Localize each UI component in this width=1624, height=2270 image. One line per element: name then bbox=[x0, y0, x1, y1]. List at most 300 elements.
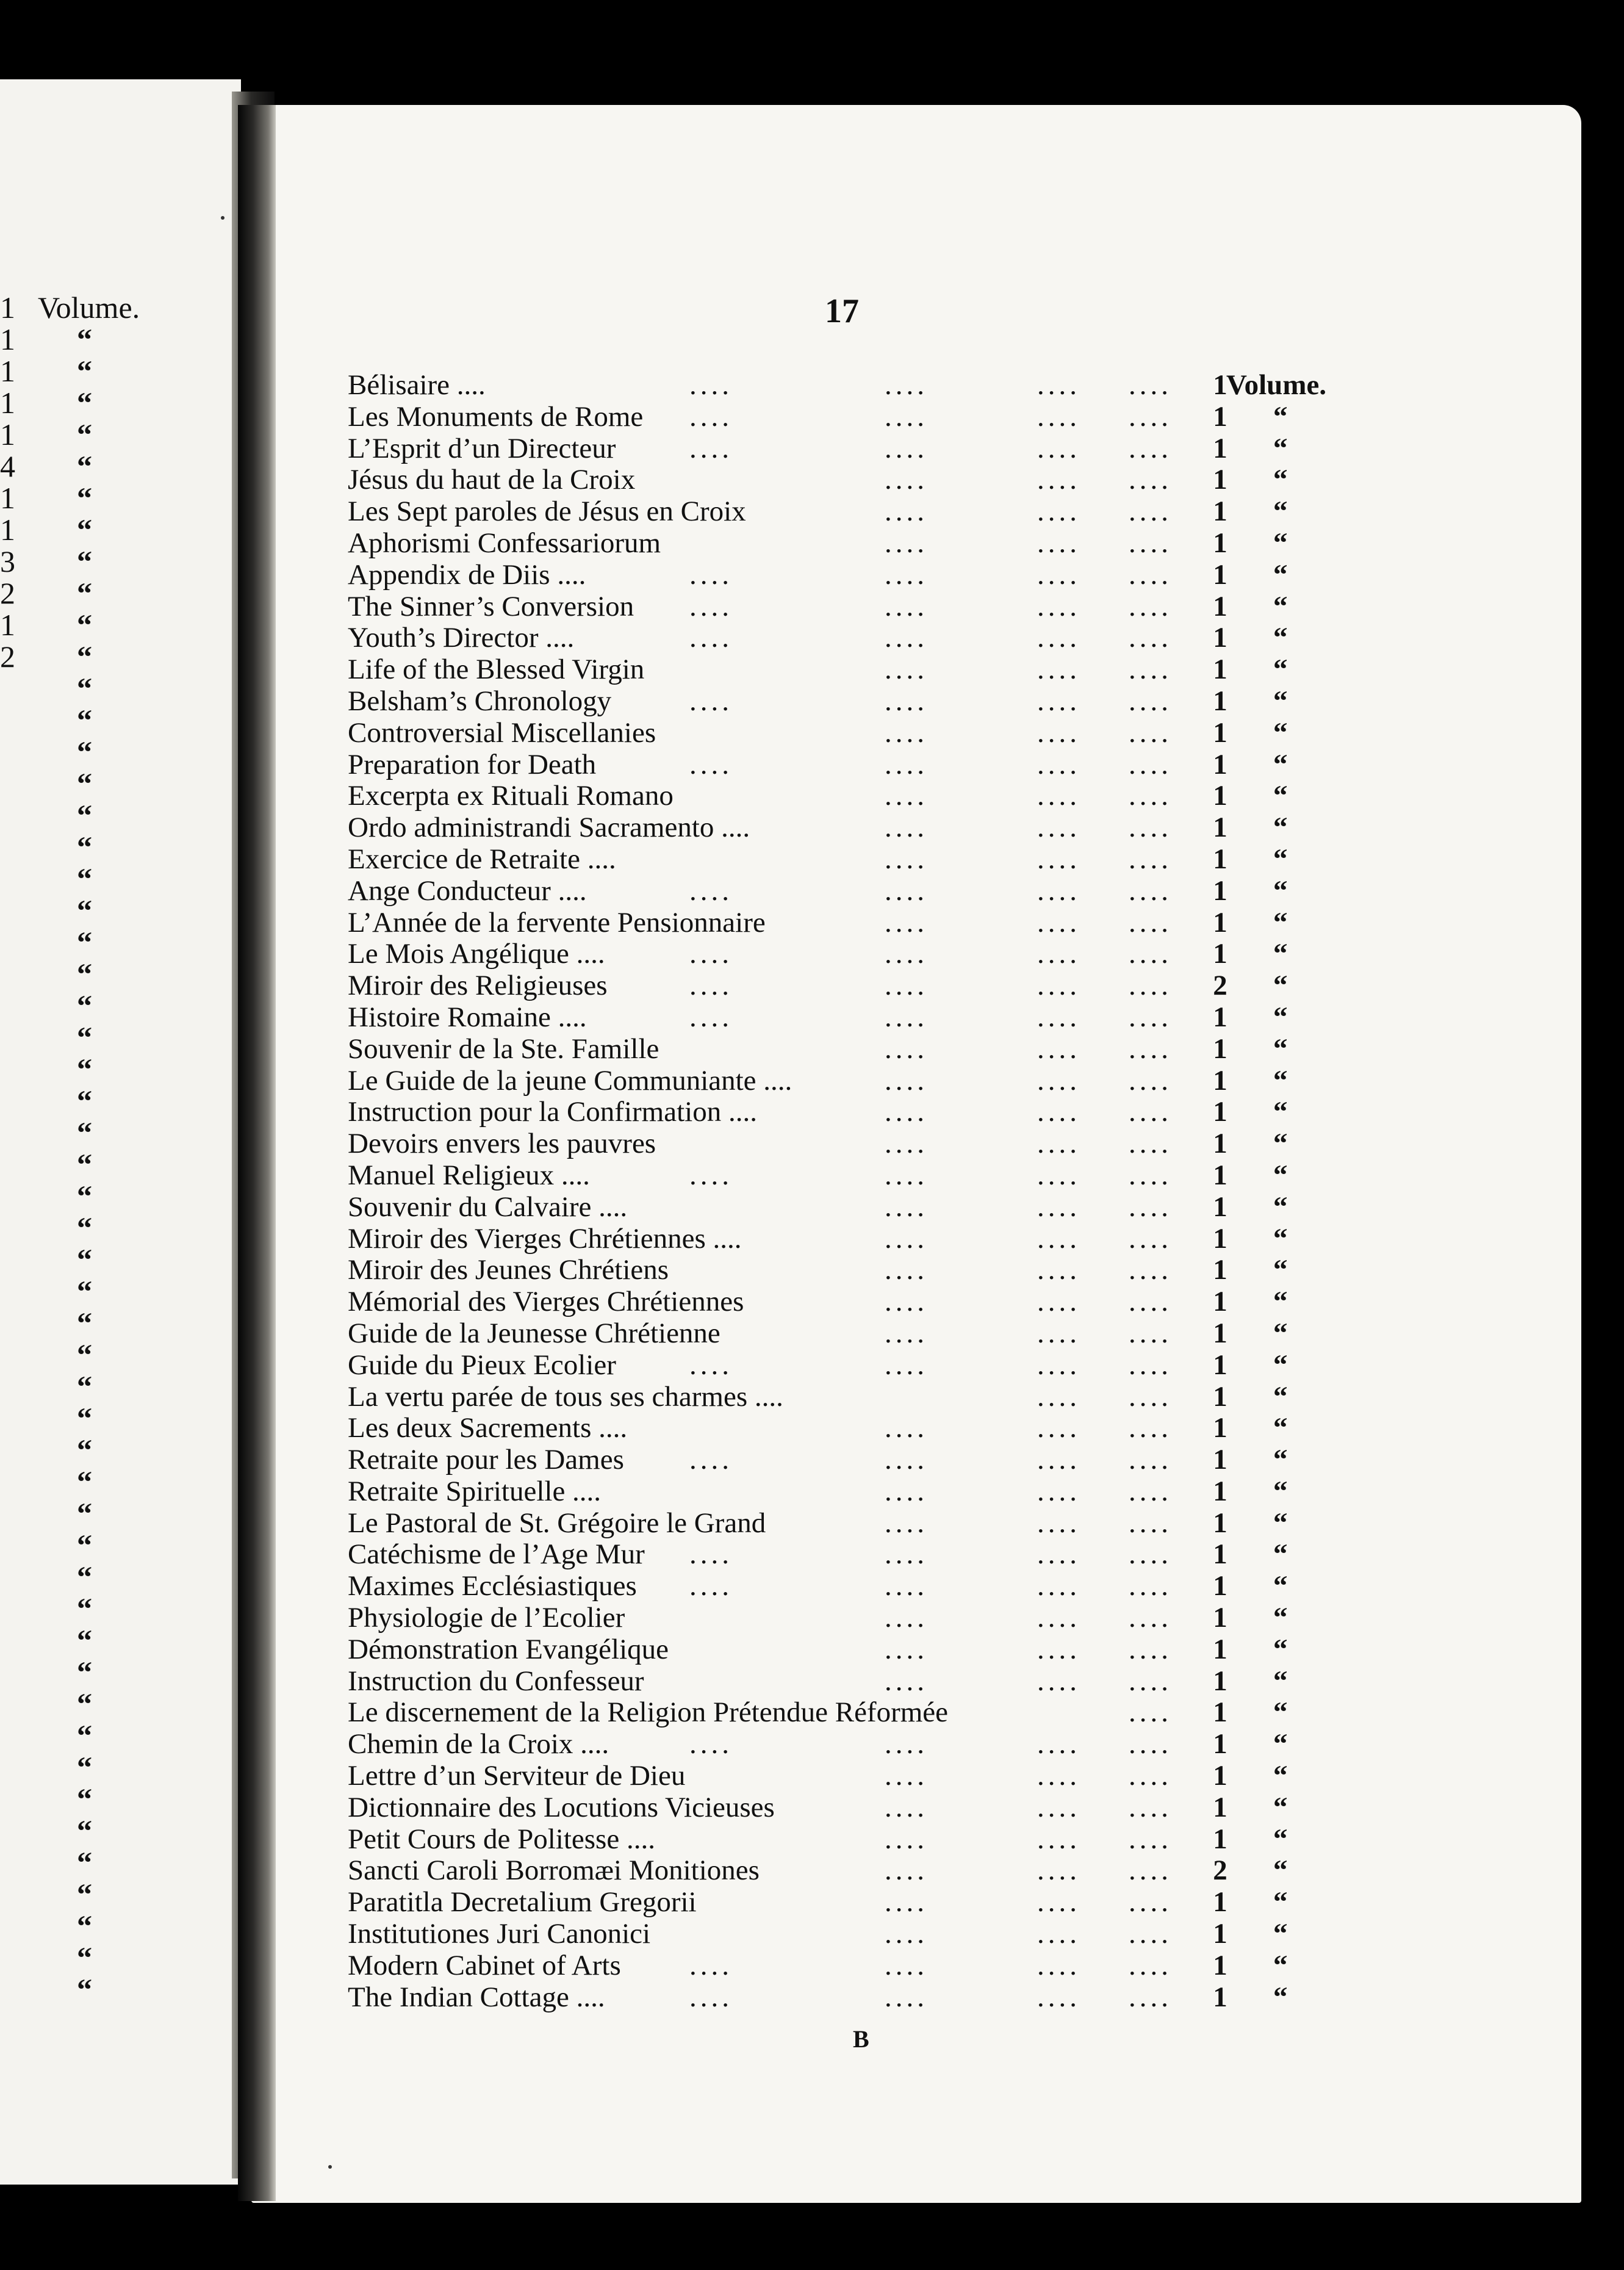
leader-dots: .... bbox=[885, 843, 928, 875]
leader-dots: .... bbox=[885, 938, 928, 970]
leader-dots: .... bbox=[1037, 1128, 1080, 1160]
previous-page-ditto-mark: “ bbox=[77, 1655, 92, 1689]
previous-page-entry bbox=[0, 863, 232, 895]
leader-dots: .... bbox=[1037, 1096, 1080, 1128]
volume-count: 1 bbox=[1213, 812, 1227, 844]
book-entry bbox=[348, 1538, 1354, 1570]
ditto-mark: “ bbox=[1273, 400, 1288, 433]
book-title: Ange Conducteur .... bbox=[348, 874, 587, 907]
previous-page-ditto-mark: “ bbox=[77, 1560, 92, 1594]
book-title: Bélisaire .... bbox=[348, 369, 486, 401]
leader-dots: .... bbox=[885, 1538, 928, 1571]
book-entry bbox=[348, 591, 1354, 622]
leader-dots: .... bbox=[1129, 1918, 1172, 1950]
leader-dots: .... bbox=[885, 432, 928, 464]
leader-dots: .... bbox=[1037, 1286, 1080, 1318]
book-title: Physiologie de l’Ecolier bbox=[348, 1602, 625, 1634]
leader-dots: .... bbox=[1129, 970, 1172, 1002]
signature-mark: B bbox=[853, 2025, 869, 2053]
book-entry bbox=[348, 1854, 1354, 1886]
book-title: The Sinner’s Conversion bbox=[348, 590, 634, 622]
volume-count: 1 bbox=[1213, 1001, 1227, 1033]
leader-dots: .... bbox=[1037, 1665, 1080, 1697]
previous-page-entry bbox=[0, 958, 232, 990]
leader-dots: .... bbox=[689, 622, 733, 654]
book-title: Miroir des Jeunes Chrétiens bbox=[348, 1254, 669, 1286]
volume-count: 1 bbox=[1213, 1981, 1227, 2013]
book-title: Le Guide de la jeune Communiante .... bbox=[348, 1064, 792, 1097]
leader-dots: .... bbox=[885, 1633, 928, 1665]
leader-dots: .... bbox=[1037, 843, 1080, 875]
previous-page-ditto-mark: “ bbox=[77, 1845, 92, 1879]
previous-page-entry bbox=[0, 1244, 232, 1275]
leader-dots: .... bbox=[885, 622, 928, 654]
leader-dots: .... bbox=[1129, 1032, 1172, 1065]
book-title: Ordo administrandi Sacramento .... bbox=[348, 812, 750, 844]
previous-page-entry bbox=[0, 1910, 232, 1942]
leader-dots: .... bbox=[885, 654, 928, 686]
book-entry bbox=[348, 780, 1354, 812]
book-entry bbox=[348, 1412, 1354, 1444]
paper-speck bbox=[328, 2165, 332, 2169]
leader-dots: .... bbox=[689, 558, 733, 591]
leader-dots: .... bbox=[1129, 1949, 1172, 1981]
previous-page-ditto-mark: “ bbox=[77, 1909, 92, 1943]
previous-page-entry bbox=[0, 323, 232, 355]
ditto-mark: “ bbox=[1273, 1665, 1288, 1697]
previous-page-entry bbox=[0, 1783, 232, 1815]
volume-count: 1 bbox=[1213, 527, 1227, 559]
previous-page-ditto-mark: “ bbox=[77, 1528, 92, 1562]
leader-dots: .... bbox=[1129, 1981, 1172, 2013]
leader-dots: .... bbox=[885, 1317, 928, 1349]
previous-page-entry bbox=[0, 736, 232, 768]
previous-page-ditto-mark: “ bbox=[77, 1211, 92, 1245]
leader-dots: .... bbox=[1037, 906, 1080, 939]
leader-dots: .... bbox=[1129, 1665, 1172, 1697]
volume-count: 1 bbox=[1213, 1096, 1227, 1128]
leader-dots: .... bbox=[1037, 1602, 1080, 1634]
leader-dots: .... bbox=[1037, 654, 1080, 686]
previous-page-entry bbox=[0, 1117, 232, 1148]
book-title: Aphorismi Confessariorum bbox=[348, 527, 661, 559]
leader-dots: .... bbox=[1037, 1001, 1080, 1033]
previous-page-volume-count: 3 bbox=[0, 544, 15, 578]
leader-dots: .... bbox=[1037, 1949, 1080, 1981]
volume-count: 1 bbox=[1213, 1760, 1227, 1792]
leader-dots: .... bbox=[885, 1602, 928, 1634]
book-entry bbox=[348, 1918, 1354, 1950]
previous-page-ditto-mark: “ bbox=[77, 1496, 92, 1530]
book-title: Youth’s Director .... bbox=[348, 622, 575, 654]
previous-page-ditto-mark: “ bbox=[77, 766, 92, 801]
previous-page-entry bbox=[0, 1339, 232, 1371]
leader-dots: .... bbox=[885, 1191, 928, 1223]
ditto-mark: “ bbox=[1273, 1286, 1288, 1318]
previous-page-entry bbox=[0, 704, 232, 736]
book-title: Souvenir du Calvaire .... bbox=[348, 1191, 628, 1223]
book-entry bbox=[348, 433, 1354, 464]
book-entry bbox=[348, 812, 1354, 843]
previous-page-volume-count: 1 bbox=[0, 386, 15, 420]
previous-page-entry bbox=[0, 1180, 232, 1212]
leader-dots: .... bbox=[1037, 970, 1080, 1002]
ditto-mark: “ bbox=[1273, 685, 1288, 717]
previous-page-entry bbox=[0, 672, 232, 704]
previous-page-ditto-mark: “ bbox=[77, 1306, 92, 1340]
book-entry bbox=[348, 401, 1354, 433]
leader-dots: .... bbox=[1129, 622, 1172, 654]
leader-dots: .... bbox=[885, 369, 928, 401]
ditto-mark: “ bbox=[1273, 1633, 1288, 1665]
leader-dots: .... bbox=[1037, 1507, 1080, 1539]
previous-page-entry bbox=[0, 577, 232, 609]
leader-dots: .... bbox=[885, 748, 928, 780]
ditto-mark: “ bbox=[1273, 1538, 1288, 1571]
leader-dots: .... bbox=[885, 1665, 928, 1697]
leader-dots: .... bbox=[1037, 1633, 1080, 1665]
book-title: Lettre d’un Serviteur de Dieu bbox=[348, 1760, 686, 1792]
book-title: Jésus du haut de la Croix bbox=[348, 464, 636, 496]
volume-count: 2 bbox=[1213, 1854, 1227, 1887]
leader-dots: .... bbox=[1129, 1349, 1172, 1381]
previous-page-ditto-mark: “ bbox=[77, 1623, 92, 1657]
book-list bbox=[348, 369, 1354, 2012]
leader-dots: .... bbox=[1037, 1760, 1080, 1792]
previous-page-entry bbox=[0, 1973, 232, 2005]
leader-dots: .... bbox=[1129, 1128, 1172, 1160]
previous-page-volume-count: 1 bbox=[0, 322, 15, 356]
leader-dots: .... bbox=[1129, 558, 1172, 591]
book-entry bbox=[348, 1065, 1354, 1097]
book-entry bbox=[348, 1191, 1354, 1223]
leader-dots: .... bbox=[1037, 400, 1080, 433]
leader-dots: .... bbox=[1129, 1064, 1172, 1097]
previous-page-volume-count: 1 bbox=[0, 417, 15, 452]
book-entry bbox=[348, 1634, 1354, 1665]
leader-dots: .... bbox=[1129, 1760, 1172, 1792]
leader-dots: .... bbox=[1129, 1602, 1172, 1634]
leader-dots: .... bbox=[885, 590, 928, 622]
ditto-mark: “ bbox=[1273, 874, 1288, 907]
book-title: Sancti Caroli Borromæi Monitiones bbox=[348, 1854, 760, 1887]
volume-count: 1 bbox=[1213, 1064, 1227, 1097]
book-entry bbox=[348, 1696, 1354, 1728]
book-title: Mémorial des Vierges Chrétiennes bbox=[348, 1286, 744, 1318]
book-entry bbox=[348, 717, 1354, 749]
leader-dots: .... bbox=[885, 558, 928, 591]
book-entry bbox=[348, 1286, 1354, 1317]
leader-dots: .... bbox=[1129, 1191, 1172, 1223]
leader-dots: .... bbox=[1037, 622, 1080, 654]
leader-dots: .... bbox=[1037, 1380, 1080, 1413]
book-title: Guide de la Jeunesse Chrétienne bbox=[348, 1317, 720, 1349]
leader-dots: .... bbox=[1129, 1728, 1172, 1760]
book-title: Institutiones Juri Canonici bbox=[348, 1918, 651, 1950]
leader-dots: .... bbox=[885, 1286, 928, 1318]
leader-dots: .... bbox=[1129, 1317, 1172, 1349]
book-gutter bbox=[238, 105, 276, 2201]
volume-count: 1 bbox=[1213, 1317, 1227, 1349]
previous-page-volume-count: 4 bbox=[0, 449, 15, 483]
book-entry bbox=[348, 654, 1354, 685]
previous-page-ditto-mark: “ bbox=[77, 322, 92, 356]
previous-page-column bbox=[0, 292, 232, 2005]
leader-dots: .... bbox=[1129, 1570, 1172, 1602]
leader-dots: .... bbox=[1129, 1475, 1172, 1507]
book-title: Retraite pour les Dames bbox=[348, 1444, 624, 1476]
leader-dots: .... bbox=[1129, 938, 1172, 970]
book-title: Instruction du Confesseur bbox=[348, 1665, 644, 1697]
leader-dots: .... bbox=[689, 874, 733, 907]
book-title: Maximes Ecclésiastiques bbox=[348, 1570, 637, 1602]
ditto-mark: “ bbox=[1273, 1918, 1288, 1950]
book-title: L’Esprit d’un Directeur bbox=[348, 432, 616, 464]
book-entry bbox=[348, 685, 1354, 717]
previous-page-entry bbox=[0, 1656, 232, 1688]
leader-dots: .... bbox=[1037, 1222, 1080, 1255]
volume-count: 1 bbox=[1213, 1222, 1227, 1255]
book-title: La vertu parée de tous ses charmes .... bbox=[348, 1380, 783, 1413]
previous-page-entry bbox=[0, 1275, 232, 1307]
previous-page-volume-count: 1 bbox=[0, 354, 15, 388]
leader-dots: .... bbox=[885, 400, 928, 433]
previous-page-ditto-mark: “ bbox=[77, 862, 92, 896]
leader-dots: .... bbox=[885, 780, 928, 812]
leader-dots: .... bbox=[885, 685, 928, 717]
leader-dots: .... bbox=[1129, 527, 1172, 559]
leader-dots: .... bbox=[1129, 432, 1172, 464]
previous-page-ditto-mark: “ bbox=[77, 481, 92, 515]
previous-page-entry bbox=[0, 1847, 232, 1878]
ditto-mark: “ bbox=[1273, 1854, 1288, 1887]
previous-page-ditto-mark: “ bbox=[77, 989, 92, 1023]
volume-count: 1 bbox=[1213, 1475, 1227, 1507]
previous-page-ditto-mark: “ bbox=[77, 798, 92, 832]
leader-dots: .... bbox=[1129, 1412, 1172, 1444]
leader-dots: .... bbox=[1129, 1159, 1172, 1191]
previous-page-entry bbox=[0, 768, 232, 799]
leader-dots: .... bbox=[1037, 369, 1080, 401]
leader-dots: .... bbox=[689, 400, 733, 433]
volume-count: 1 bbox=[1213, 906, 1227, 939]
book-entry bbox=[348, 1381, 1354, 1413]
previous-page-ditto-mark: “ bbox=[77, 608, 92, 642]
volume-unit-label: Volume. bbox=[1226, 369, 1327, 401]
book-entry bbox=[348, 1476, 1354, 1507]
previous-page-entry bbox=[0, 1720, 232, 1751]
leader-dots: .... bbox=[885, 1412, 928, 1444]
previous-page-entry bbox=[0, 387, 232, 419]
previous-page-entry bbox=[0, 926, 232, 958]
book-title: Modern Cabinet of Arts bbox=[348, 1949, 621, 1981]
previous-page-ditto-mark: “ bbox=[77, 1940, 92, 1975]
leader-dots: .... bbox=[1037, 1032, 1080, 1065]
previous-page-ditto-mark: “ bbox=[77, 1052, 92, 1086]
volume-count: 1 bbox=[1213, 1254, 1227, 1286]
leader-dots: .... bbox=[1129, 1380, 1172, 1413]
volume-count: 1 bbox=[1213, 1602, 1227, 1634]
book-entry bbox=[348, 1033, 1354, 1065]
leader-dots: .... bbox=[1037, 464, 1080, 496]
previous-page-ditto-mark: “ bbox=[77, 957, 92, 991]
previous-page-ditto-mark: “ bbox=[77, 1972, 92, 2006]
book-title: Preparation for Death bbox=[348, 748, 597, 780]
previous-page-ditto-mark: “ bbox=[77, 671, 92, 705]
leader-dots: .... bbox=[1037, 1412, 1080, 1444]
leader-dots: .... bbox=[1129, 495, 1172, 528]
leader-dots: .... bbox=[1037, 1444, 1080, 1476]
previous-page-entry bbox=[0, 1942, 232, 1973]
volume-count: 1 bbox=[1213, 1128, 1227, 1160]
leader-dots: .... bbox=[1129, 1286, 1172, 1318]
leader-dots: .... bbox=[1037, 1317, 1080, 1349]
previous-page-entry bbox=[0, 1307, 232, 1339]
ditto-mark: “ bbox=[1273, 1886, 1288, 1919]
leader-dots: .... bbox=[1129, 1507, 1172, 1539]
ditto-mark: “ bbox=[1273, 812, 1288, 844]
ditto-mark: “ bbox=[1273, 1380, 1288, 1413]
previous-page-entry bbox=[0, 831, 232, 863]
previous-page-entry bbox=[0, 1022, 232, 1053]
leader-dots: .... bbox=[689, 369, 733, 401]
paper-speck bbox=[221, 216, 225, 220]
ditto-mark: “ bbox=[1273, 1349, 1288, 1381]
previous-page-ditto-mark: “ bbox=[77, 1147, 92, 1181]
volume-count: 1 bbox=[1213, 685, 1227, 717]
book-entry bbox=[348, 907, 1354, 939]
previous-page-ditto-mark: “ bbox=[77, 735, 92, 769]
leader-dots: .... bbox=[1129, 874, 1172, 907]
book-title: Les Sept paroles de Jésus en Croix bbox=[348, 495, 746, 528]
leader-dots: .... bbox=[885, 1570, 928, 1602]
leader-dots: .... bbox=[1129, 654, 1172, 686]
previous-page-entry bbox=[0, 1212, 232, 1244]
leader-dots: .... bbox=[689, 970, 733, 1002]
volume-count: 1 bbox=[1213, 874, 1227, 907]
previous-page-volume-count: 1 bbox=[0, 481, 15, 515]
volume-count: 1 bbox=[1213, 843, 1227, 875]
ditto-mark: “ bbox=[1273, 843, 1288, 875]
volume-count: 1 bbox=[1213, 1696, 1227, 1729]
ditto-mark: “ bbox=[1273, 1317, 1288, 1349]
leader-dots: .... bbox=[1129, 1538, 1172, 1571]
previous-page-volume-count: 1 bbox=[0, 513, 15, 547]
previous-page-ditto-mark: “ bbox=[77, 544, 92, 578]
ditto-mark: “ bbox=[1273, 1412, 1288, 1444]
book-title: Chemin de la Croix .... bbox=[348, 1728, 609, 1760]
leader-dots: .... bbox=[1129, 748, 1172, 780]
leader-dots: .... bbox=[1037, 1791, 1080, 1823]
leader-dots: .... bbox=[689, 1728, 733, 1760]
leader-dots: .... bbox=[885, 495, 928, 528]
volume-count: 1 bbox=[1213, 1665, 1227, 1697]
book-title: Excerpta ex Rituali Romano bbox=[348, 780, 674, 812]
previous-page-ditto-mark: “ bbox=[77, 1242, 92, 1277]
leader-dots: .... bbox=[689, 748, 733, 780]
ditto-mark: “ bbox=[1273, 495, 1288, 528]
book-title: L’Année de la fervente Pensionnaire bbox=[348, 906, 766, 939]
previous-page-entry bbox=[0, 1815, 232, 1847]
ditto-mark: “ bbox=[1273, 1444, 1288, 1476]
volume-count: 1 bbox=[1213, 590, 1227, 622]
previous-page-ditto-mark: “ bbox=[77, 417, 92, 452]
leader-dots: .... bbox=[1129, 1096, 1172, 1128]
volume-count: 1 bbox=[1213, 1918, 1227, 1950]
book-entry bbox=[348, 970, 1354, 1001]
previous-page-ditto-mark: “ bbox=[77, 830, 92, 864]
leader-dots: .... bbox=[885, 1128, 928, 1160]
ditto-mark: “ bbox=[1273, 716, 1288, 749]
leader-dots: .... bbox=[1037, 432, 1080, 464]
volume-count: 1 bbox=[1213, 558, 1227, 591]
leader-dots: .... bbox=[885, 1349, 928, 1381]
book-title: The Indian Cottage .... bbox=[348, 1981, 605, 2013]
previous-page-ditto-mark: “ bbox=[77, 1782, 92, 1816]
book-title: Exercice de Retraite .... bbox=[348, 843, 616, 875]
book-entry bbox=[348, 1728, 1354, 1760]
volume-count: 2 bbox=[1213, 970, 1227, 1002]
leader-dots: .... bbox=[1037, 812, 1080, 844]
leader-dots: .... bbox=[885, 1475, 928, 1507]
leader-dots: .... bbox=[689, 1981, 733, 2013]
ditto-mark: “ bbox=[1273, 970, 1288, 1002]
book-entry bbox=[348, 1223, 1354, 1255]
volume-count: 1 bbox=[1213, 1570, 1227, 1602]
leader-dots: .... bbox=[689, 1349, 733, 1381]
book-entry bbox=[348, 1792, 1354, 1823]
previous-page-entry bbox=[0, 1085, 232, 1117]
book-title: Dictionnaire des Locutions Vicieuses bbox=[348, 1791, 775, 1823]
ditto-mark: “ bbox=[1273, 432, 1288, 464]
leader-dots: .... bbox=[885, 1949, 928, 1981]
book-title: Belsham’s Chronology bbox=[348, 685, 612, 717]
leader-dots: .... bbox=[1037, 1191, 1080, 1223]
ditto-mark: “ bbox=[1273, 1949, 1288, 1981]
previous-page-entry bbox=[0, 514, 232, 546]
previous-page-ditto-mark: “ bbox=[77, 1591, 92, 1626]
leader-dots: .... bbox=[885, 716, 928, 749]
previous-page-entry bbox=[0, 1878, 232, 1910]
volume-count: 1 bbox=[1213, 1823, 1227, 1855]
previous-page-ditto-mark: “ bbox=[77, 513, 92, 547]
previous-page-ditto-mark: “ bbox=[77, 1877, 92, 1911]
leader-dots: .... bbox=[885, 1222, 928, 1255]
leader-dots: .... bbox=[885, 1823, 928, 1855]
ditto-mark: “ bbox=[1273, 1096, 1288, 1128]
leader-dots: .... bbox=[885, 527, 928, 559]
previous-page-entry bbox=[0, 355, 232, 387]
previous-page-ditto-mark: “ bbox=[77, 449, 92, 483]
leader-dots: .... bbox=[1037, 1570, 1080, 1602]
previous-page-entry bbox=[0, 450, 232, 482]
book-entry bbox=[348, 464, 1354, 495]
previous-page-ditto-mark: “ bbox=[77, 386, 92, 420]
book-entry bbox=[348, 1349, 1354, 1381]
book-entry bbox=[348, 1096, 1354, 1128]
leader-dots: .... bbox=[885, 1760, 928, 1792]
leader-dots: .... bbox=[1037, 1064, 1080, 1097]
leader-dots: .... bbox=[1129, 1854, 1172, 1887]
previous-page-entry bbox=[0, 1402, 232, 1434]
leader-dots: .... bbox=[1037, 1728, 1080, 1760]
leader-dots: .... bbox=[885, 1854, 928, 1887]
leader-dots: .... bbox=[1037, 1854, 1080, 1887]
volume-count: 1 bbox=[1213, 1286, 1227, 1318]
previous-page-ditto-mark: “ bbox=[77, 1179, 92, 1213]
previous-page-ditto-mark: “ bbox=[77, 1750, 92, 1784]
previous-page-entry bbox=[0, 1624, 232, 1656]
